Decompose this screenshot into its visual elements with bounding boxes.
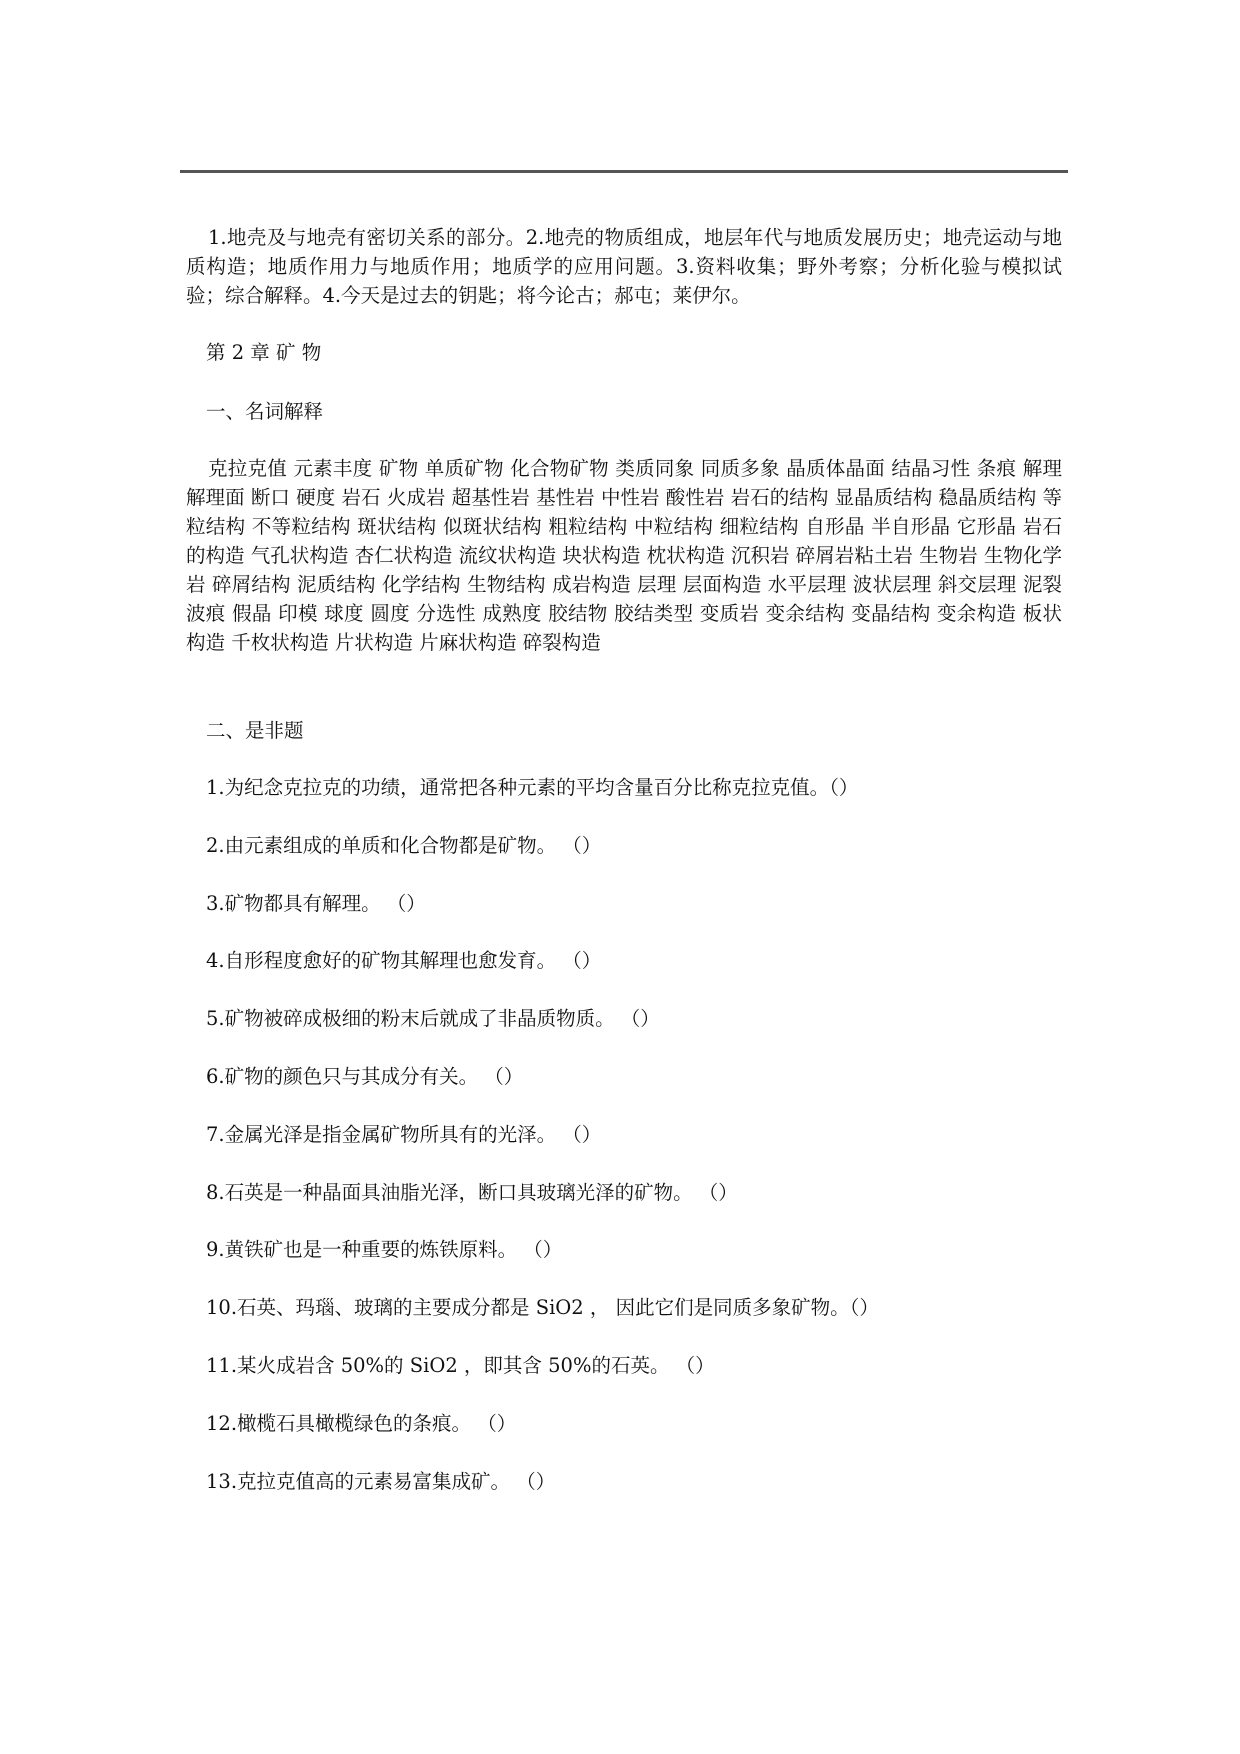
question-item: 3.矿物都具有解理。 （） xyxy=(206,891,426,915)
chapter-title: 第 2 章 矿 物 xyxy=(206,341,322,364)
question-item: 6.矿物的颜色只与其成分有关。 （） xyxy=(206,1065,524,1088)
question-item: 12.橄榄石具橄榄绿色的条痕。 （） xyxy=(206,1411,517,1435)
question-item: 9.黄铁矿也是一种重要的炼铁原料。 （） xyxy=(206,1238,563,1262)
question-item: 13.克拉克值高的元素易富集成矿。 （） xyxy=(206,1469,556,1493)
question-item: 1.为纪念克拉克的功绩，通常把各种元素的平均含量百分比称克拉克值。（） xyxy=(206,776,859,799)
header-rule xyxy=(180,170,1068,173)
question-item: 8.石英是一种晶面具油脂光泽，断口具玻璃光泽的矿物。 （） xyxy=(206,1180,738,1204)
question-item: 2.由元素组成的单质和化合物都是矿物。 （） xyxy=(206,833,602,857)
question-item: 4.自形程度愈好的矿物其解理也愈发育。 （） xyxy=(206,949,602,973)
question-item: 7.金属光泽是指金属矿物所具有的光泽。 （） xyxy=(206,1122,602,1146)
question-item: 11.某火成岩含 50%的 SiO2 ，即其含 50%的石英。 （） xyxy=(206,1354,715,1377)
section-title-definitions: 一、名词解释 xyxy=(206,400,324,423)
question-item: 5.矿物被碎成极细的粉末后就成了非晶质物质。 （） xyxy=(206,1007,660,1031)
intro-answers: 1.地壳及与地壳有密切关系的部分。2.地壳的物质组成，地层年代与地质发展历史；地壳运动与地质构造；地质作用力与地质作用；地质学的应用问题。3.资料收集；野外考察；分析化验与模拟试验；综合解释。4.今天是过去的钥匙；将今论古；郝屯；莱伊尔。 xyxy=(186,226,1062,307)
question-item: 10.石英、玛瑙、玻璃的主要成分都是 SiO2 ， 因此它们是同质多象矿物。（） xyxy=(206,1296,879,1320)
section-title-true-false: 二、是非题 xyxy=(206,719,304,742)
terms-list: 克拉克值 元素丰度 矿物 单质矿物 化合物矿物 类质同象 同质多象 晶质体晶面 结晶习性 条痕 解理 解理面 断口 硬度 岩石 火成岩 超基性岩 基性岩 中性岩 酸性岩 岩石的结构 显晶质结构 稳晶质结构 等粒结构 不等粒结构 斑状结构 似斑状结构 粗粒结构 中粒结构 细粒结构 自形晶 半自形晶 它形晶 岩石的构造 气孔状构造 杏仁状构造 流纹状构造 块状构造 枕状构造 沉积岩 碎屑岩粘土岩 生物岩 生物化学岩 碎屑结构 泥质结构 化学结构 生物结构 成岩构造 层理 层面构造 水平层理 波状层理 斜交层理 泥裂 波痕 假晶 印模 球度 圆度 分选性 成熟度 胶结物 胶结类型 变质岩 变余结构 变晶结构 变余构造 板状构造 千枚状构造 片状构造 片麻状构造 碎裂构造 xyxy=(186,457,1062,654)
